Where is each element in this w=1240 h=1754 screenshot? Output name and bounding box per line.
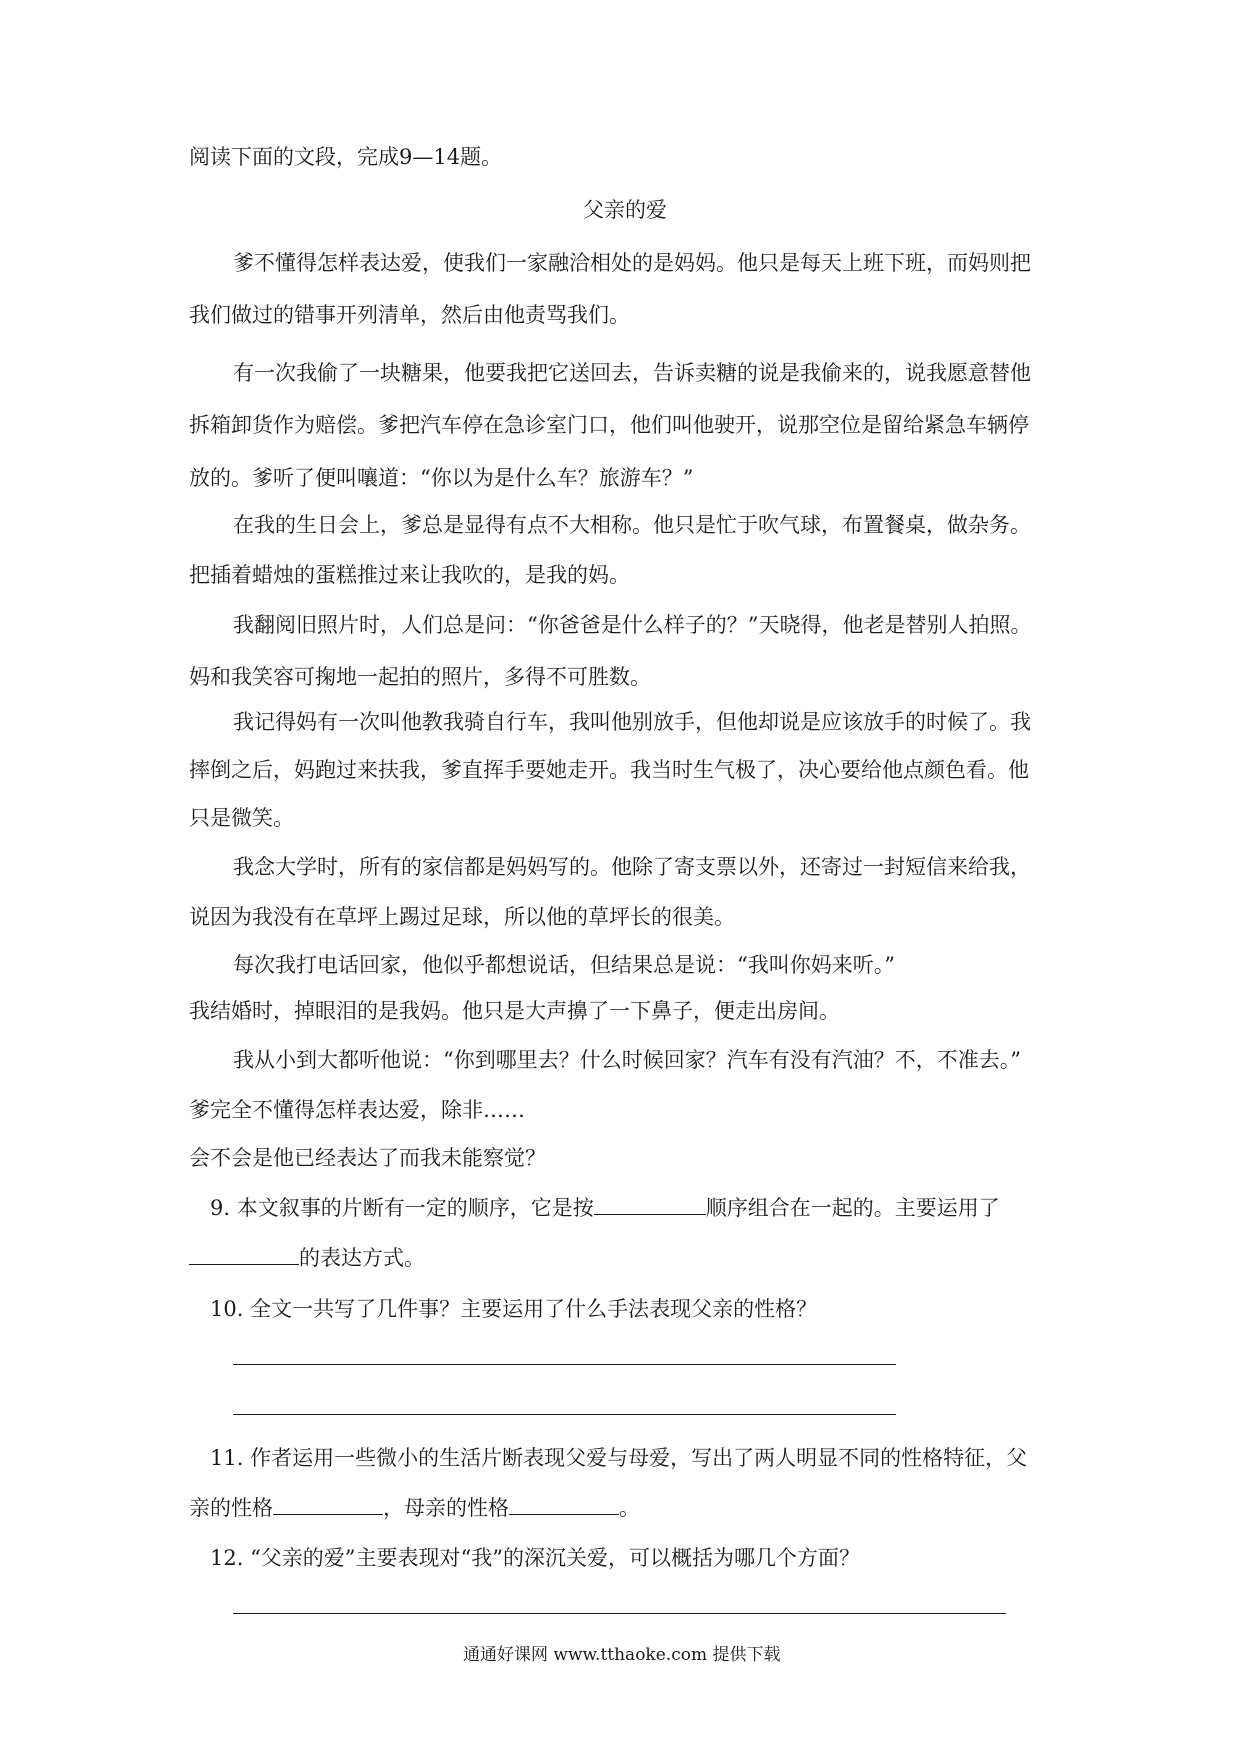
answer-line[interactable] <box>233 1414 896 1415</box>
passage-title: 父亲的爱 <box>583 198 667 222</box>
paragraph-line: 我结婚时，掉眼泪的是我妈。他只是大声擤了一下鼻子，便走出房间。 <box>189 999 840 1023</box>
paragraph-line: 我翻阅旧照片时，人们总是问：“你爸爸是什么样子的？”天晓得，他老是替别人拍照。 <box>233 613 1032 637</box>
paragraph-line: 把插着蜡烛的蛋糕推过来让我吹的，是我的妈。 <box>189 563 630 587</box>
paragraph-line: 我从小到大都听他说：“你到哪里去？什么时候回家？汽车有没有汽油？不，不准去。” <box>233 1048 1021 1072</box>
answer-blank[interactable] <box>594 1192 706 1215</box>
paragraph-line: 只是微笑。 <box>189 806 294 830</box>
answer-blank[interactable] <box>273 1492 383 1515</box>
page-footer: 通通好课网 www.tthaoke.com 提供下载 <box>463 1645 781 1665</box>
instruction-text: 阅读下面的文段，完成9—14题。 <box>189 145 503 169</box>
paragraph-line: 我念大学时，所有的家信都是妈妈写的。他除了寄支票以外，还寄过一封短信来给我， <box>233 855 1031 879</box>
paragraph-line: 妈和我笑容可掬地一起拍的照片，多得不可胜数。 <box>189 665 651 689</box>
question-11-cont <box>189 1492 640 1523</box>
question-11-text: 亲的性格 <box>189 1496 273 1520</box>
question-12-text: 12. “父亲的爱”主要表现对“我”的深沉关爱，可以概括为哪几个方面？ <box>210 1546 861 1570</box>
question-11-text: 。 <box>619 1496 640 1520</box>
answer-blank[interactable] <box>189 1242 299 1265</box>
paragraph-line: 爹完全不懂得怎样表达爱，除非…… <box>189 1098 525 1122</box>
question-9-text: 的表达方式。 <box>299 1246 425 1270</box>
question-9-text: 9. 本文叙事的片断有一定的顺序，它是按 <box>210 1196 594 1220</box>
answer-line[interactable] <box>233 1613 1006 1614</box>
paragraph-line: 说因为我没有在草坪上踢过足球，所以他的草坪长的很美。 <box>189 905 735 929</box>
paragraph-line: 会不会是他已经表达了而我未能察觉？ <box>189 1146 546 1170</box>
paragraph-line: 每次我打电话回家，他似乎都想说话，但结果总是说：“我叫你妈来听。” <box>233 953 895 977</box>
answer-blank[interactable] <box>509 1492 619 1515</box>
question-9 <box>210 1192 1000 1223</box>
paragraph-line: 爹不懂得怎样表达爱，使我们一家融洽相处的是妈妈。他只是每天上班下班，而妈则把 <box>233 251 1031 275</box>
answer-line[interactable] <box>233 1364 896 1365</box>
question-9-cont <box>189 1242 425 1273</box>
paragraph-line: 在我的生日会上，爹总是显得有点不大相称。他只是忙于吹气球，布置餐桌，做杂务。 <box>233 513 1031 537</box>
paragraph-line: 摔倒之后，妈跑过来扶我，爹直挥手要她走开。我当时生气极了，决心要给他点颜色看。他 <box>189 758 1029 782</box>
paragraph-line: 拆箱卸货作为赔偿。爹把汽车停在急诊室门口，他们叫他驶开，说那空位是留给紧急车辆停 <box>189 413 1029 437</box>
paragraph-line: 我记得妈有一次叫他教我骑自行车，我叫他别放手，但他却说是应该放手的时候了。我 <box>233 710 1031 734</box>
question-10-text: 10. 全文一共写了几件事？主要运用了什么手法表现父亲的性格？ <box>210 1297 818 1321</box>
paragraph-line: 我们做过的错事开列清单，然后由他责骂我们。 <box>189 303 630 327</box>
question-11-text: ，母亲的性格 <box>383 1496 509 1520</box>
paragraph-line: 有一次我偷了一块糖果，他要我把它送回去，告诉卖糖的说是我偷来的，说我愿意替他 <box>233 361 1031 385</box>
question-11-text: 11. 作者运用一些微小的生活片断表现父爱与母爱，写出了两人明显不同的性格特征，父 <box>210 1446 1028 1470</box>
question-9-text: 顺序组合在一起的。主要运用了 <box>705 1196 1000 1220</box>
paragraph-line: 放的。爹听了便叫嚷道：“你以为是什么车？旅游车？” <box>189 466 694 490</box>
